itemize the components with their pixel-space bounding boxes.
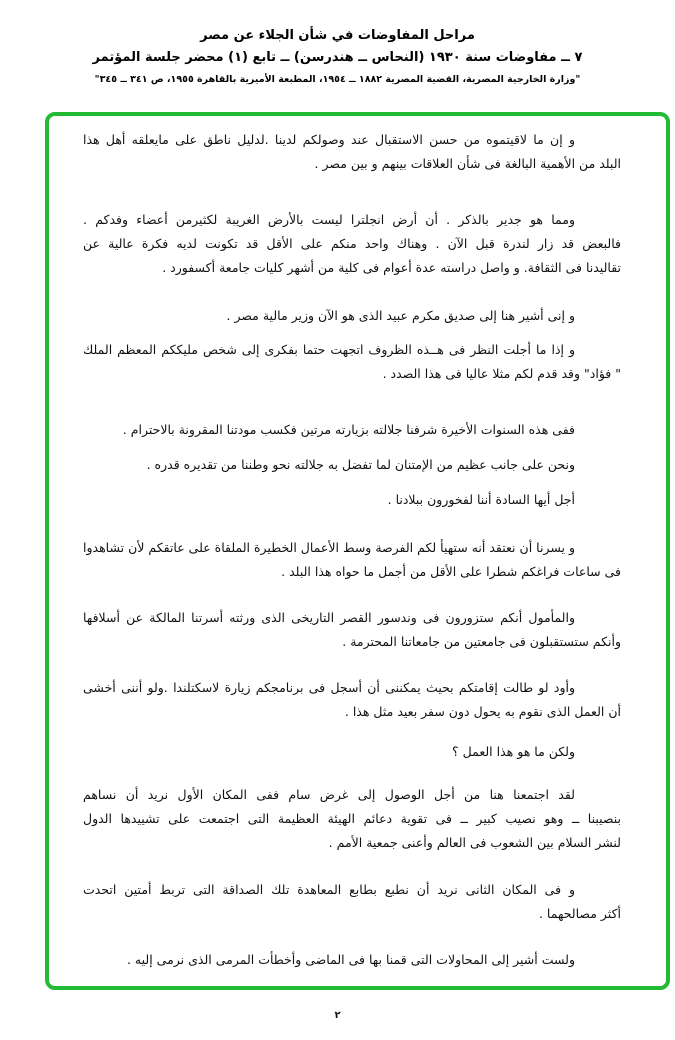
text-line: أكثر مصالحهما . [538,906,621,921]
text-line: ومما هو جدير بالذكر . أن أرض انجلترا ليست بالأرض الغريبة لكثيرمن أعضاء وفدكم . [83,212,575,227]
text-line: لنشر السلام بين الشعوب فى العالم وأعنى جمعية الأمم . [328,835,621,850]
paragraph [83,488,621,512]
text-line: و إن ما لاقيتموه من حسن الاستقبال عند وصولكم لدينا .لدليل ناطق على مايعلقه أهل هذا [83,132,575,147]
text-line: ولست أشير إلى المحاولات التى قمنا بها فى الماضى وأخطأت المرمى الذى نرمى إليه . [126,952,575,967]
paragraph [83,208,621,280]
text-line: و يسرنا أن نعتقد أنه ستهيأ لكم الفرصة وسط الأعمال الخطيرة الملقاة على عاتقكم لأن تشاهدوا [83,540,575,555]
text-line: أن العمل الذى نقوم به يحول دون سفر بعيد مثل هذا . [344,704,621,719]
text-line: و إذا ما أجلت النظر فى هــذه الظروف اتجهت حتما بفكرى إلى شخص مليككم المعظم الملك [83,342,575,357]
paragraph [83,536,621,584]
text-line: و فى المكان الثانى نريد أن نطبع بطابع المعاهدة تلك الصداقة التى تربط أمتين اتحدت [83,882,575,897]
text-line: ففى هذه السنوات الأخيرة شرفنا جلالته بزيارته مرتين فكسب مودتنا المقرونة بالاحترام . [122,422,575,437]
paragraph [83,453,621,477]
text-line: " فؤاد" وقد قدم لكم مثلا عاليا فى هذا الصدد . [382,366,621,381]
text-line: فالبعض قد زار لندرة قبل الآن . وهناك واحد منكم على الأقل قد تكونت لديه فكرة عالية عن [83,236,621,251]
section-subtitle: ٧ ــ مفاوضات سنة ١٩٣٠ (النحاس ــ هندرسن) ــ تابع (١) محضر جلسة المؤتمر [92,50,583,65]
text-line: فى ساعات فراغكم شطرا على الأقل من أجمل ما حواه هذا البلد . [281,564,621,579]
paragraph [83,606,621,654]
text-line: لقد اجتمعنا هنا من أجل الوصول إلى غرض سام ففى المكان الأول نريد أن نساهم [83,787,575,802]
text-line: البلد من الأهمية البالغة فى شأن العلاقات بينهم و بين مصر . [314,156,621,171]
page-number: ٢ [334,1010,341,1021]
text-line: ولكن ما هو هذا العمل ؟ [452,744,575,759]
text-line: بنصيبنا ــ وهو نصيب كبير ــ فى تقوية دعائم الهيئة العظيمة التى اجتمعت على تشييدها الدول [83,811,621,826]
text-line: ونحن على جانب عظيم من الإمتنان لما تفضل به جلالته نحو وطننا من تقديره قدره . [146,457,575,472]
paragraph [83,304,621,328]
text-line: تقاليدنا فى الثقافة. و واصل دراسته عدة أعوام فى كلية من أشهر كليات جامعة أكسفورد . [162,260,621,275]
text-line: والمأمول أنكم ستزورون فى وندسور القصر التاريخى الذى ورثته أسرتنا المالكة عن أسلافها [83,610,575,625]
text-line: أجل أيها السادة أننا لفخورون ببلادنا . [387,492,575,507]
source-citation: "وزارة الخارجية المصرية، القضية المصرية ١٨٨٢ ــ ١٩٥٤، المطبعة الأميرية بالقاهرة ١٩٥٥، ص ٣٤١ ــ ٣٤٥" [94,74,581,85]
paragraph [83,338,621,386]
paragraph [83,676,621,724]
paragraph [83,418,621,442]
text-line: وأود لو طالت إقامتكم بحيث يمكننى أن أسجل فى برنامجكم زيارة لاسكتلندا .ولو أننى أخشى [83,680,575,695]
page-title: مراحل المفاوضات في شأن الجلاء عن مصر [200,28,475,43]
text-line: و إنى أشير هنا إلى صديق مكرم عبيد الذى هو الآن وزير مالية مصر . [226,308,575,323]
paragraph [83,740,621,764]
text-line: وأنكم ستستقبلون فى جامعتين من جامعاتنا المحترمة . [342,634,621,649]
paragraph [83,128,621,176]
paragraph [83,878,621,926]
paragraph [83,948,621,972]
paragraph [83,783,621,855]
